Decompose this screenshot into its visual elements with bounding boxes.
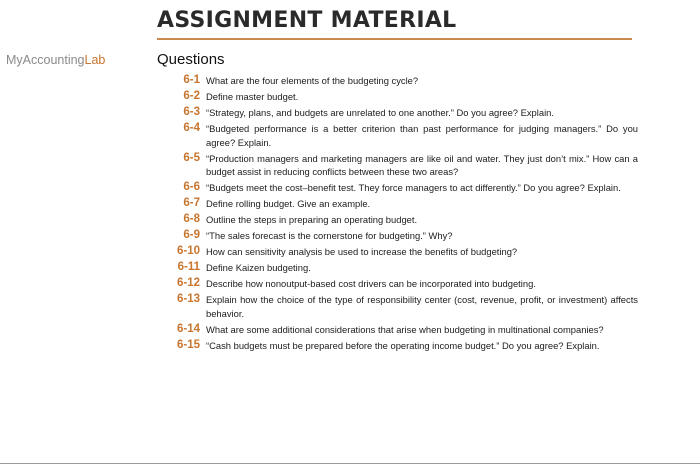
question-item [160,339,638,353]
question-number: 6-1 [183,74,200,86]
question-text: Define master budget. [206,91,299,102]
question-item [160,261,638,275]
question-text: Describe how nonoutput-based cost drivers can be incorporated into budgeting. [206,278,536,289]
question-item [160,213,638,227]
question-number: 6-10 [176,245,200,257]
question-text: What are the four elements of the budgeting cycle? [206,75,419,86]
question-number: 6-12 [176,277,200,289]
question-number: 6-5 [183,151,200,164]
question-number: 6-3 [183,106,200,118]
question-text: Explain how the choice of the type of responsibility center (cost, revenue, profit, or investment) affects behavior. [206,294,638,319]
question-item [160,152,638,179]
question-number: 6-11 [177,261,200,273]
question-text: Define Kaizen budgeting. [206,262,311,273]
question-number: 6-8 [183,213,200,225]
question-number: 6-14 [176,322,200,335]
question-item [160,229,638,243]
question-text: “Strategy, plans, and budgets are unrelated to one another.” Do you agree? Explain. [206,107,554,118]
question-item [160,277,638,291]
question-item [160,323,638,337]
bottom-divider [0,463,700,464]
question-text: “The sales forecast is the cornerstone for budgeting.” Why? [206,230,453,241]
question-item [160,181,638,195]
title-underline [157,38,632,40]
question-number: 6-7 [183,197,200,209]
question-item [160,122,638,149]
question-number: 6-9 [183,229,200,241]
section-heading: Questions [157,51,225,68]
page-title: ASSIGNMENT MATERIAL [157,8,457,33]
brand-logo [6,53,105,67]
question-item [160,74,638,88]
question-text: “Cash budgets must be prepared before the operating income budget.” Do you agree? Explain. [206,339,600,351]
question-text: Define rolling budget. Give an example. [206,198,371,209]
question-text: What are some additional considerations that arise when budgeting in multinational companies? [206,323,604,335]
question-item [160,293,638,320]
brand-name-part1: MyAccounting [6,53,85,67]
question-number: 6-15 [176,338,200,351]
question-item [160,245,638,259]
question-item [160,106,638,120]
brand-name-part2: Lab [84,53,106,67]
question-number: 6-2 [183,90,200,102]
question-item [160,90,638,104]
question-list [160,74,638,355]
question-number: 6-6 [183,181,200,193]
question-number: 6-13 [176,293,200,305]
question-item [160,197,638,211]
question-text: “Production managers and marketing managers are like oil and water. They just don’t mix.” How can a budget assist in reducing conflicts between these two areas? [206,152,638,177]
question-number: 6-4 [183,122,200,134]
question-text: Outline the steps in preparing an operating budget. [206,214,418,225]
question-text: “Budgeted performance is a better criterion than past performance for judging managers.” Do you agree? Explain. [206,123,638,148]
question-text: “Budgets meet the cost–benefit test. They force managers to act differently.” Do you agree? Explain. [206,182,621,193]
question-text: How can sensitivity analysis be used to increase the benefits of budgeting? [206,246,518,257]
